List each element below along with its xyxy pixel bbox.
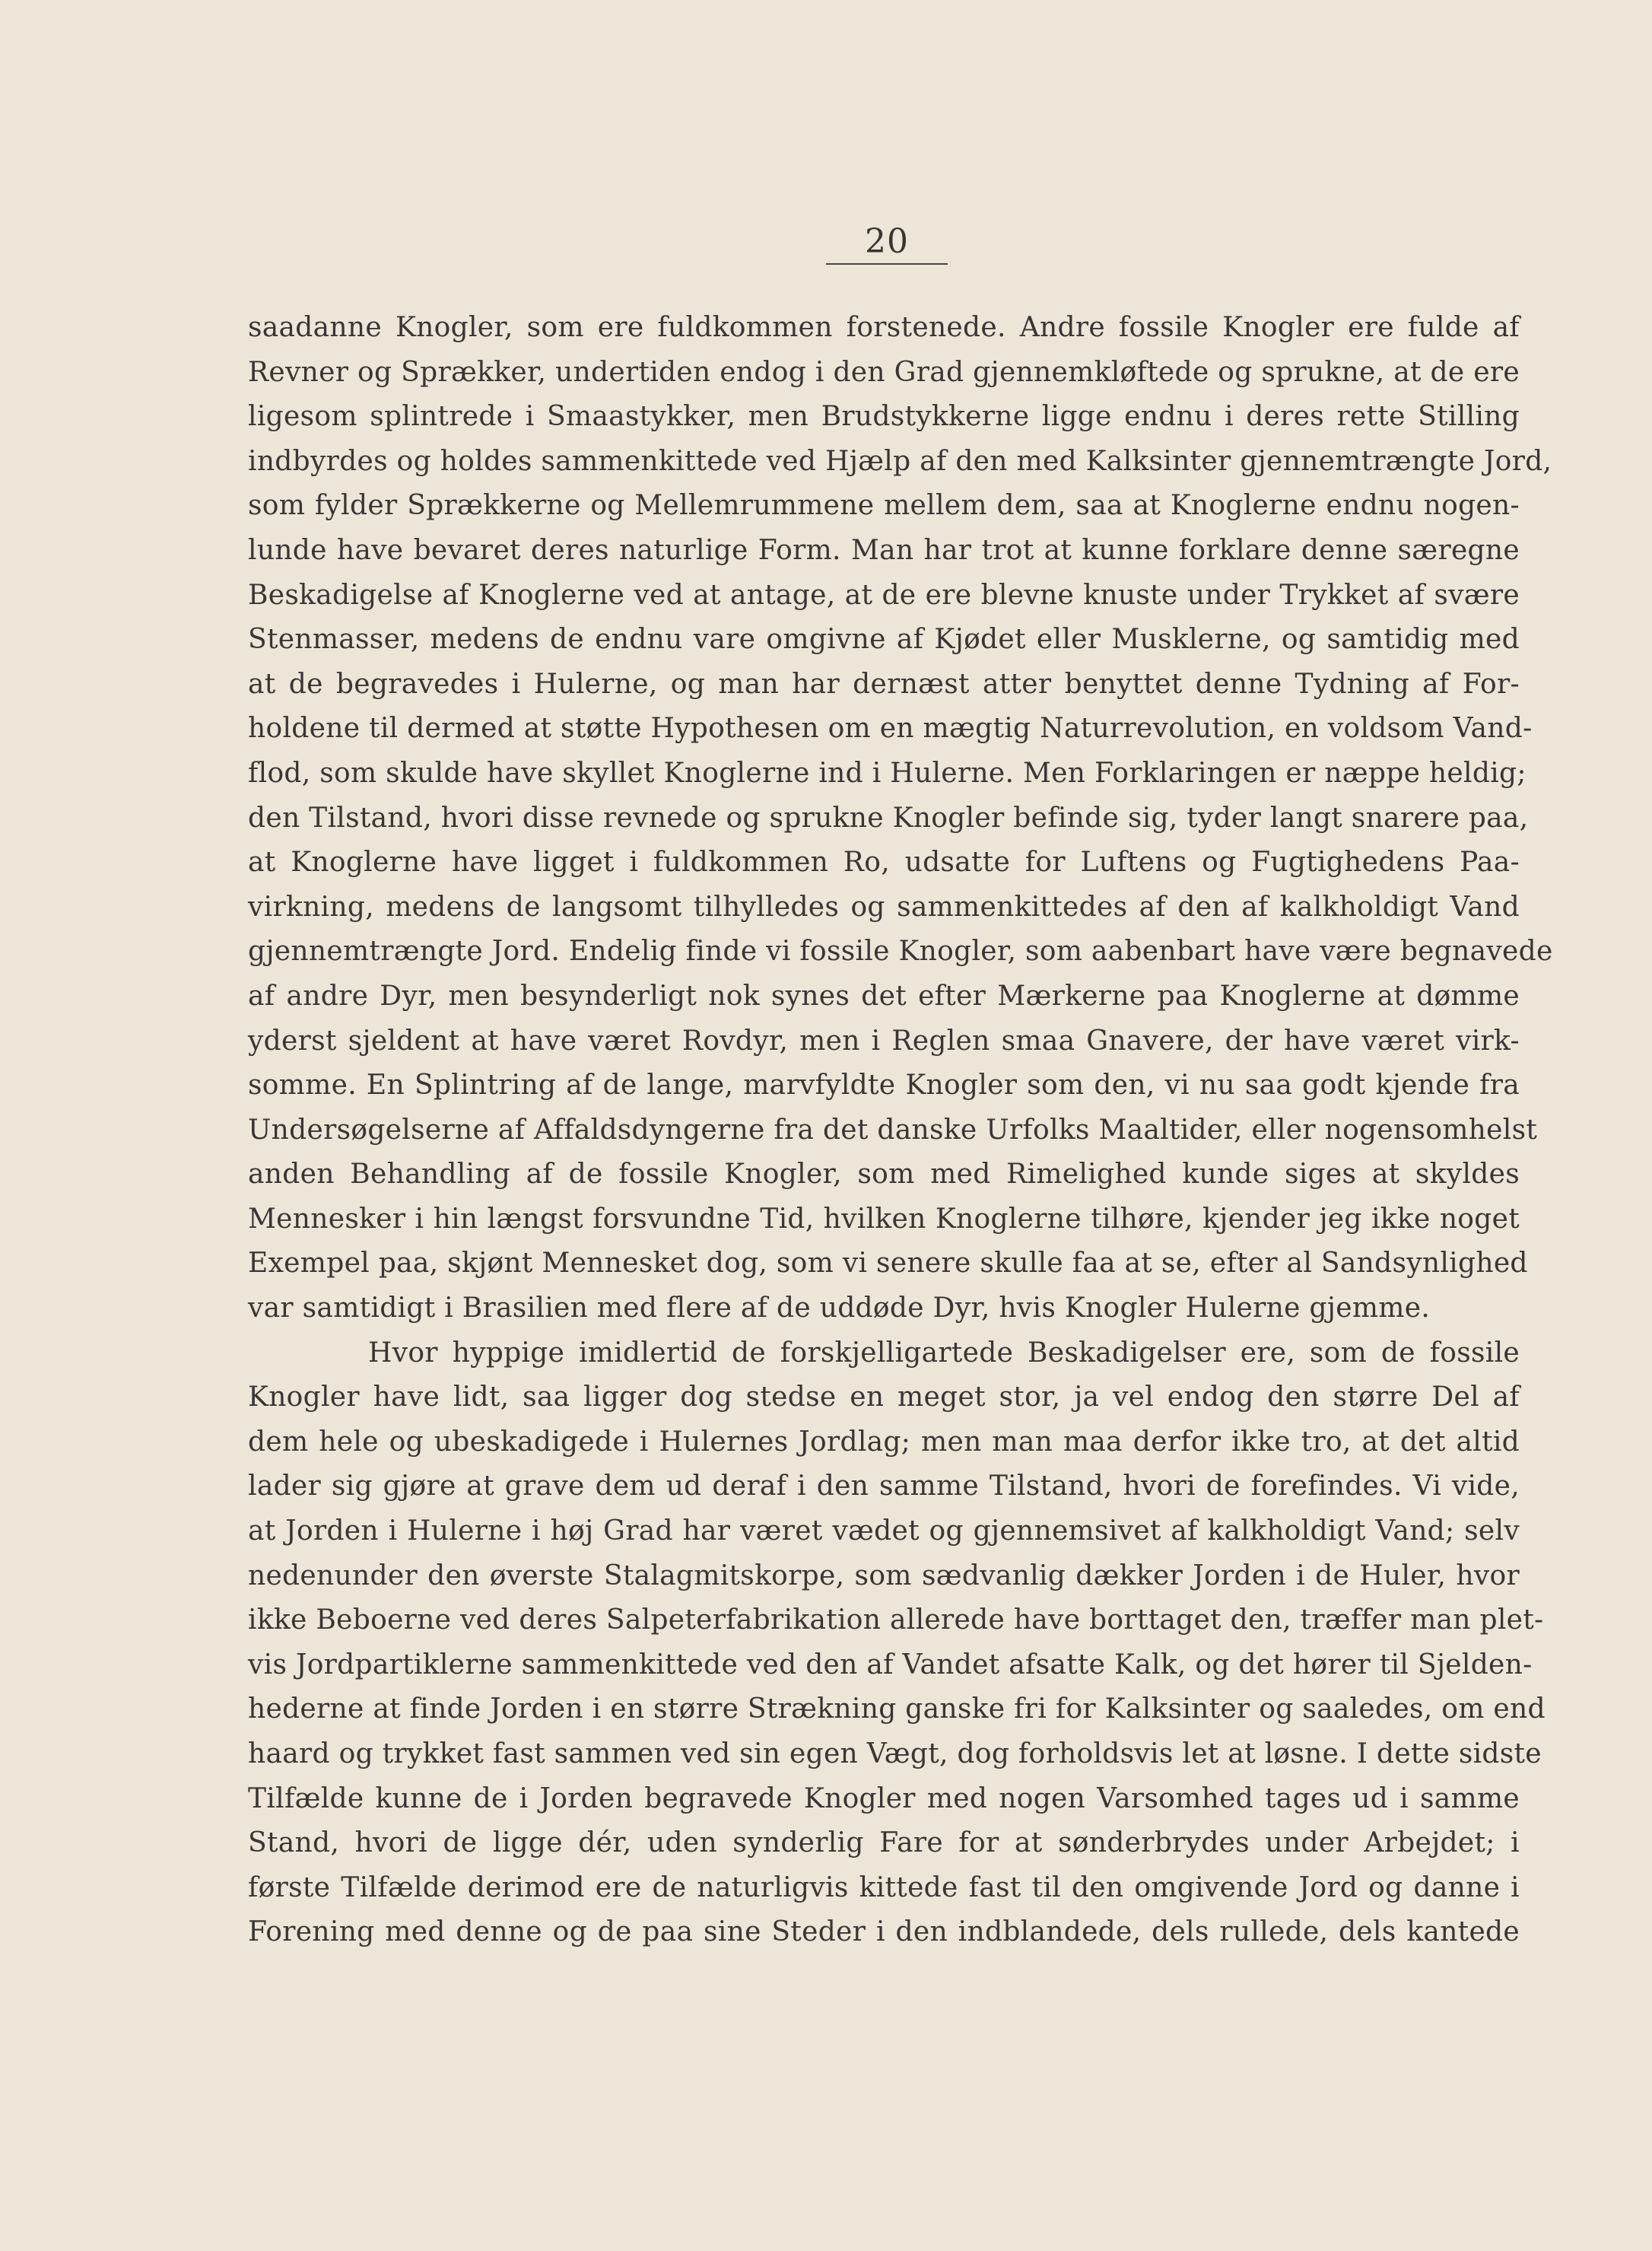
text-line: anden Behandling af de fossile Knogler, som med Rimelighed kunde siges at skyldes [248,1159,1520,1191]
text-line: Undersøgelserne af Affaldsdyngerne fra det danske Urfolks Maaltider, eller nogensomhelst [248,1114,1538,1146]
text-line: at Jorden i Hulerne i høj Grad har været vædet og gjennemsivet af kalkholdigt Vand; selv [248,1515,1520,1547]
text-line: Tilfælde kunne de i Jorden begravede Knogler med nogen Varsomhed tages ud i samme [248,1782,1520,1814]
text-line: vis Jordpartiklerne sammenkittede ved den af Vandet afsatte Kalk, og det hører til Sjelden- [248,1649,1533,1680]
text-line: første Tilfælde derimod ere de naturligvis kittede fast til den omgivende Jord og danne i [248,1871,1520,1903]
text-line: hederne at finde Jorden i en større Strækning ganske fri for Kalksinter og saaledes, om end [248,1693,1546,1725]
text-line: haard og trykket fast sammen ved sin egen Vægt, dog forholdsvis let at løsne. I dette sidste [248,1738,1542,1769]
text-line: Exempel paa, skjønt Mennesket dog, som vi senere skulle faa at se, efter al Sandsynlighed [248,1248,1528,1280]
text-line: flod, som skulde have skyllet Knoglerne ind i Hulerne. Men Forklaringen er næppe heldig; [248,757,1527,789]
page-header [826,222,948,265]
text-line: at de begravedes i Hulerne, og man har dernæst atter benyttet denne Tydning af For- [248,668,1520,700]
page-number: 20 [865,222,909,261]
text-line: saadanne Knogler, som ere fuldkommen forstenede. Andre fossile Knogler ere fulde af [248,312,1520,343]
text-line: af andre Dyr, men besynderligt nok synes det efter Mærkerne paa Knoglerne at dømme [248,980,1520,1012]
text-line: indbyrdes og holdes sammenkittede ved Hjælp af den med Kalksinter gjennemtrængte Jord, [248,445,1552,477]
text-line: nedenunder den øverste Stalagmitskorpe, som sædvanlig dækker Jorden i de Huler, hvor [248,1559,1520,1591]
text-line: Stand, hvori de ligge dér, uden synderlig Fare for at sønderbrydes under Arbejdet; i [248,1827,1520,1859]
text-line: Beskadigelse af Knoglerne ved at antage, at de ere blevne knuste under Trykket af svære [248,579,1520,611]
text-line: holdene til dermed at støtte Hypothesen om en mægtig Naturrevolution, en voldsom Vand- [248,713,1533,745]
text-line: Knogler have lidt, saa ligger dog stedse en meget stor, ja vel endog den større Del af [248,1381,1520,1413]
header-rule [826,263,948,265]
text-line: yderst sjeldent at have været Rovdyr, men i Reglen smaa Gnavere, der have været virk- [248,1025,1520,1057]
text-line: lader sig gjøre at grave dem ud deraf i den samme Tilstand, hvori de forefindes. Vi vide, [248,1470,1520,1502]
text-line: virkning, medens de langsomt tilhylledes og sammenkittedes af den af kalkholdigt Vand [248,891,1520,923]
text-line: ligesom splintrede i Smaastykker, men Brudstykkerne ligge endnu i deres rette Stilling [248,401,1520,433]
text-line: at Knoglerne have ligget i fuldkommen Ro, udsatte for Luftens og Fugtighedens Paa- [248,847,1520,879]
text-line: somme. En Splintring af de lange, marvfyldte Knogler som den, vi nu saa godt kjende fra [248,1070,1520,1102]
text-line: Revner og Sprækker, undertiden endog i den Grad gjennemkløftede og sprukne, at de ere [248,356,1520,388]
text-line: lunde have bevaret deres naturlige Form. Man har trot at kunne forklare denne særegne [248,534,1520,566]
text-line: Stenmasser, medens de endnu vare omgivne af Kjødet eller Musklerne, og samtidig med [248,624,1520,656]
text-line: den Tilstand, hvori disse revnede og sprukne Knogler befinde sig, tyder langt snarere paa, [248,802,1529,834]
text-line: Hvor hyppige imidlertid de forskjelligartede Beskadigelser ere, som de fossile [368,1337,1520,1369]
paragraph [248,1331,1546,1955]
text-line: Forening med denne og de paa sine Steder i den indblandede, dels rullede, dels kantede [248,1916,1520,1948]
text-line: gjennemtrængte Jord. Endelig finde vi fossile Knogler, som aabenbart have være begnavede [248,936,1553,968]
text-line: dem hele og ubeskadigede i Hulernes Jordlag; men man maa derfor ikke tro, at det altid [248,1426,1520,1458]
body-text [248,306,1553,1955]
text-line: Mennesker i hin længst forsvundne Tid, hvilken Knoglerne tilhøre, kjender jeg ikke noget [248,1203,1520,1235]
paragraph [248,306,1553,1331]
text-line: var samtidigt i Brasilien med flere af de uddøde Dyr, hvis Knogler Hulerne gjemme. [248,1292,1431,1324]
text-line: ikke Beboerne ved deres Salpeterfabrikation allerede have borttaget den, træffer man plet- [248,1604,1544,1636]
text-line: som fylder Sprækkerne og Mellemrummene mellem dem, saa at Knoglerne endnu nogen- [248,490,1520,522]
